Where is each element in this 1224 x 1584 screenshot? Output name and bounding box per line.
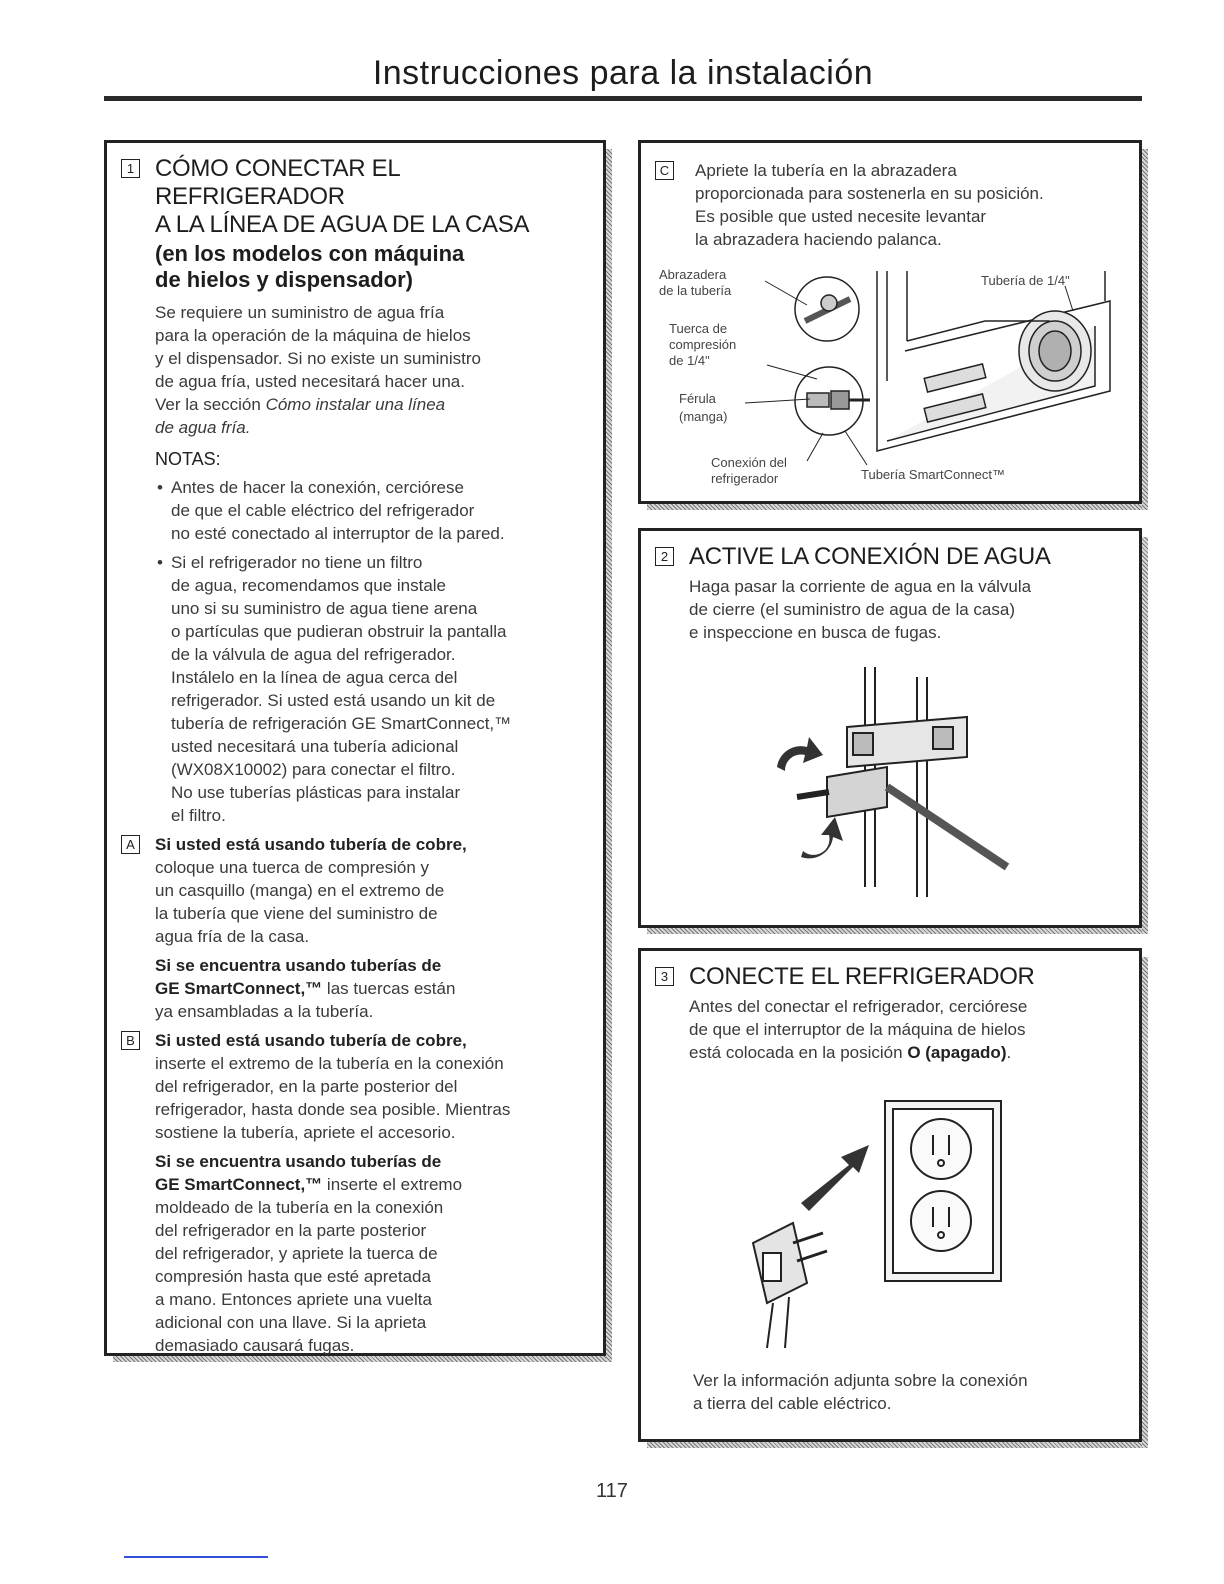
step-c-line: Es posible que usted necesite levantar	[695, 207, 987, 226]
note-line: o partículas que pudieran obstruir la pantalla	[171, 622, 507, 641]
footer-rule	[124, 1556, 268, 1558]
section-3-last-prefix: está colocada en la posición	[689, 1043, 908, 1062]
step-b-sub-line	[155, 1173, 581, 1196]
label-tuberia-smartconnect: Tubería SmartConnect™	[861, 467, 1006, 482]
step-a-badge: A	[121, 835, 140, 854]
section-3-last-line	[689, 1041, 1125, 1064]
label-tuberia-14: Tubería de 1/4"	[981, 273, 1070, 288]
note-1	[155, 476, 581, 545]
insert-arrow	[801, 1145, 869, 1211]
smartconnect-brand: GE SmartConnect,™	[155, 979, 323, 998]
section-3-heading: CONECTE EL REFRIGERADOR	[689, 963, 1035, 990]
section-3-last-suffix: .	[1006, 1043, 1012, 1062]
note-line: usted necesitará una tubería adicional	[171, 737, 459, 756]
step-b	[121, 1029, 581, 1357]
section-2-text	[689, 575, 1125, 644]
step-c-line: la abrazadera haciendo palanca.	[695, 230, 942, 249]
intro-line: y el dispensador. Si no existe un suministro	[155, 349, 482, 368]
step-b-line: inserte el extremo de la tubería en la conexión	[155, 1054, 504, 1073]
step-2-badge: 2	[655, 547, 674, 566]
label-tuerca-1: Tuerca de	[669, 321, 728, 336]
section-3-box	[638, 948, 1142, 1442]
step-b-line: del refrigerador, en la parte posterior del	[155, 1077, 458, 1096]
step-b-sub-line: compresión hasta que esté apretada	[155, 1267, 431, 1286]
outlet-plug-illustration	[737, 1093, 1037, 1353]
step-1-badge: 1	[121, 159, 140, 178]
note-2	[155, 551, 581, 827]
label-tuerca-2: compresión	[669, 337, 737, 352]
section-2-line: de cierre (el suministro de agua de la casa)	[689, 600, 1015, 619]
label-abrazadera-1: Abrazadera	[659, 267, 727, 282]
step-b-badge: B	[121, 1031, 140, 1050]
note-line: tubería de refrigeración GE SmartConnect,™	[171, 714, 512, 733]
clamp-detail	[795, 277, 859, 341]
step-a-line: coloque una tuerca de compresión y	[155, 858, 430, 877]
section-3-line: de que el interruptor de la máquina de hielos	[689, 1020, 1026, 1039]
note-line: uno si su suministro de agua tiene arena	[171, 599, 478, 618]
label-conexion-1: Conexión del	[711, 455, 787, 470]
section-3-footer-line: Ver la información adjunta sobre la conexión	[693, 1371, 1028, 1390]
fitting-detail	[795, 367, 870, 435]
step-c-badge: C	[655, 161, 674, 180]
step-a-smartconnect	[155, 954, 581, 1023]
section-3-footer	[693, 1369, 1028, 1415]
section-1-box	[104, 140, 606, 1356]
section-3-footer-line: a tierra del cable eléctrico.	[693, 1394, 892, 1413]
step-a-sub-line	[155, 977, 581, 1000]
off-position: O (apagado)	[907, 1043, 1007, 1062]
label-conexion-2: refrigerador	[711, 471, 779, 486]
section-1-intro	[155, 301, 581, 439]
intro-line: de agua fría, usted necesitará hacer una.	[155, 372, 465, 391]
see-link-1: Cómo instalar una línea	[265, 395, 446, 414]
note-line: refrigerador. Si usted está usando un kit de	[171, 691, 496, 710]
step-b-line: sostiene la tubería, apriete el accesorio.	[155, 1123, 456, 1142]
step-b-sub-line: moldeado de la tubería en la conexión	[155, 1198, 444, 1217]
step-a-sub-rest: las tuercas están	[322, 979, 456, 998]
note-line: de que el cable eléctrico del refrigerador	[171, 501, 475, 520]
step-a	[121, 833, 581, 1023]
step-b-smartconnect	[155, 1150, 581, 1357]
section-1-sub-2: de hielos y dispensador)	[155, 267, 413, 292]
step-b-sub-line: del refrigerador, y apriete la tuerca de	[155, 1244, 438, 1263]
intro-line: para la operación de la máquina de hielos	[155, 326, 471, 345]
step-a-line: agua fría de la casa.	[155, 927, 310, 946]
page-title: Instrucciones para la instalación	[372, 54, 874, 92]
intro-line: Se requiere un suministro de agua fría	[155, 303, 445, 322]
step-b-sub-line: demasiado causará fugas.	[155, 1336, 355, 1355]
step-c-box	[638, 140, 1142, 504]
title-rule	[104, 96, 1142, 101]
see-section-line	[155, 393, 581, 416]
see-link-2: de agua fría.	[155, 418, 251, 437]
notes-list	[155, 476, 581, 827]
label-tuerca-3: de 1/4"	[669, 353, 710, 368]
note-line: no esté conectado al interruptor de la pared.	[171, 524, 505, 543]
note-line: (WX08X10002) para conectar el filtro.	[171, 760, 456, 779]
step-a-sub-line: ya ensambladas a la tubería.	[155, 1002, 374, 1021]
note-line: de agua, recomendamos que instale	[171, 576, 447, 595]
label-abrazadera-2: de la tubería	[659, 283, 732, 298]
section-2-line: Haga pasar la corriente de agua en la válvula	[689, 577, 1032, 596]
section-1-heading-1: CÓMO CONECTAR EL REFRIGERADOR	[155, 155, 400, 210]
step-c-line: Apriete la tubería en la abrazadera	[695, 161, 957, 180]
step-a-sub-bold: Si se encuentra usando tuberías de	[155, 956, 442, 975]
step-3-badge: 3	[655, 967, 674, 986]
note-line: • Si el refrigerador no tiene un filtro	[171, 553, 423, 572]
notes-label: NOTAS:	[155, 449, 221, 469]
tubing-diagram	[655, 261, 1129, 501]
note-line: • Antes de hacer la conexión, cerciórese	[171, 478, 464, 497]
section-3-line: Antes del conectar el refrigerador, cerciórese	[689, 997, 1028, 1016]
step-b-sub-bold: Si se encuentra usando tuberías de	[155, 1152, 442, 1171]
step-c-text	[655, 159, 1125, 251]
section-2-box	[638, 528, 1142, 928]
step-b-bold: Si usted está usando tubería de cobre,	[155, 1031, 467, 1050]
section-3-text	[689, 995, 1125, 1064]
page-number: 117	[596, 1480, 628, 1502]
step-a-line: la tubería que viene del suministro de	[155, 904, 438, 923]
step-b-line: refrigerador, hasta donde sea posible. Mientras	[155, 1100, 511, 1119]
note-line: Instálelo en la línea de agua cerca del	[171, 668, 458, 687]
step-b-sub-line: del refrigerador en la parte posterior	[155, 1221, 427, 1240]
note-line: de la válvula de agua del refrigerador.	[171, 645, 456, 664]
smartconnect-brand: GE SmartConnect,™	[155, 1175, 323, 1194]
see-prefix: Ver la sección	[155, 395, 266, 414]
step-b-sub-line: adicional con una llave. Si la aprieta	[155, 1313, 427, 1332]
label-ferula-1: Férula	[679, 391, 716, 406]
refrigerator-back-illustration	[877, 271, 1110, 451]
section-2-line: e inspeccione en busca de fugas.	[689, 623, 942, 642]
section-2-heading: ACTIVE LA CONEXIÓN DE AGUA	[689, 543, 1051, 570]
step-a-line: un casquillo (manga) en el extremo de	[155, 881, 445, 900]
shutoff-valve-illustration	[737, 667, 1037, 907]
section-1-sub-1: (en los modelos con máquina	[155, 241, 465, 266]
note-line: el filtro.	[171, 806, 226, 825]
step-b-sub-line: a mano. Entonces apriete una vuelta	[155, 1290, 432, 1309]
section-1-heading-2: A LA LÍNEA DE AGUA DE LA CASA	[155, 211, 530, 238]
step-b-sub-rest: inserte el extremo	[322, 1175, 463, 1194]
step-a-bold: Si usted está usando tubería de cobre,	[155, 835, 467, 854]
step-c-line: proporcionada para sostenerla en su posición.	[695, 184, 1044, 203]
note-line: No use tuberías plásticas para instalar	[171, 783, 461, 802]
label-ferula-2: (manga)	[679, 409, 728, 424]
